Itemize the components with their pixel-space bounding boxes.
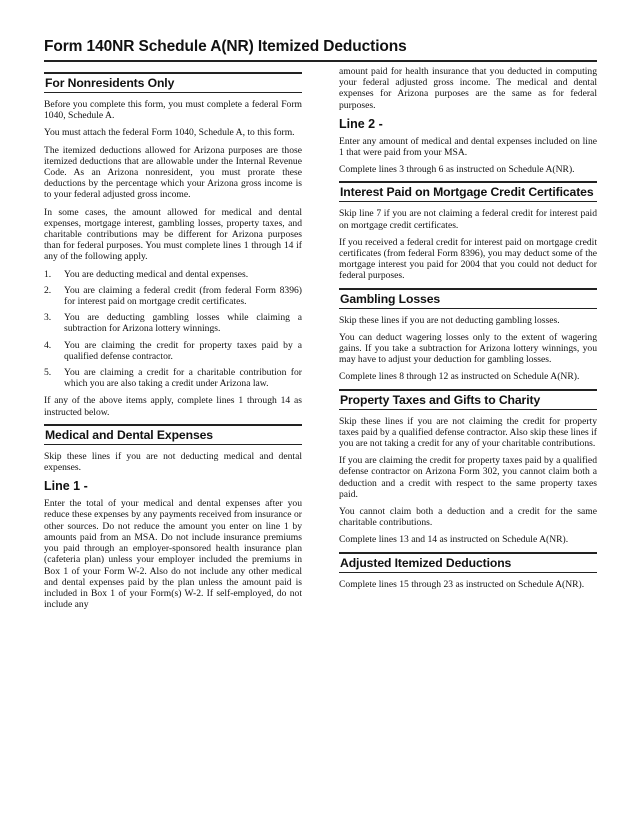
section-heading-nonresidents: For Nonresidents Only: [44, 72, 302, 93]
list-item: [44, 269, 302, 280]
page: [44, 38, 597, 616]
list-item: [44, 285, 302, 307]
section-heading-adjusted: Adjusted Itemized Deductions: [339, 552, 597, 573]
paragraph: You can deduct wagering losses only to the extent of wagering gains. If you take a subtraction for Arizona lottery winnings, you may have to adjust your deduction for gambling losses.: [339, 331, 597, 366]
paragraph: If you received a federal credit for interest paid on mortgage credit certificates (from federal Form 8396), you may deduct some of the mortgage interest you paid for 2004 that you could not deduct for federal purposes.: [339, 236, 597, 282]
paragraph: Skip these lines if you are not deducting medical and dental expenses.: [44, 450, 302, 474]
paragraph: Skip line 7 if you are not claiming a federal credit for interest paid on mortgage credit certificates.: [339, 208, 597, 231]
conditions-list: [44, 269, 302, 390]
paragraph: The itemized deductions allowed for Arizona purposes are those itemized deductions that are allowable under the Internal Revenue Code. As an Arizona nonresident, you must prorate these deductions by the percentage which your Arizona gross income is to your federal adjusted gross income.: [44, 144, 302, 201]
paragraph: Complete lines 15 through 23 as instructed on Schedule A(NR).: [339, 578, 585, 590]
section-heading-interest: Interest Paid on Mortgage Credit Certificates: [339, 181, 597, 202]
list-number: 3.: [44, 312, 52, 324]
paragraph: Complete lines 13 and 14 as instructed on Schedule A(NR).: [339, 534, 569, 546]
section-heading-medical: Medical and Dental Expenses: [44, 424, 302, 445]
list-text: You are deducting medical and dental expenses.: [64, 268, 249, 280]
paragraph: Complete lines 3 through 6 as instructed on Schedule A(NR).: [339, 164, 575, 176]
paragraph: Skip these lines if you are not deducting gambling losses.: [339, 314, 560, 326]
paragraph: You cannot claim both a deduction and a credit for the same charitable contributions.: [339, 506, 597, 529]
paragraph: Before you complete this form, you must complete a federal Form 1040, Schedule A.: [44, 99, 302, 122]
paragraph: In some cases, the amount allowed for medical and dental expenses, mortgage interest, gambling losses, property taxes, and charitable contributions may be different for Arizona purposes than for federal purposes. You must complete lines 1 through 14 if any of the following apply.: [44, 206, 302, 263]
paragraph: Enter any amount of medical and dental expenses included on line 1 that were paid from your MSA.: [339, 135, 597, 159]
list-text: You are claiming the credit for property taxes paid by a qualified defense contractor.: [64, 339, 302, 362]
list-text: You are claiming a federal credit (from federal Form 8396) for interest paid on mortgage credit certificates.: [64, 284, 302, 308]
line-1-heading: Line 1 -: [44, 479, 88, 494]
section-heading-gambling: Gambling Losses: [339, 288, 597, 309]
line-2-heading: Line 2 -: [339, 116, 383, 131]
list-number: 5.: [44, 367, 52, 379]
paragraph: Skip these lines if you are not claiming the credit for property taxes paid by a qualified defense contractor. Also skip these lines if you are not taking a credit for any of your charitable contributions.: [339, 415, 597, 450]
list-item: [44, 340, 302, 362]
paragraph: Enter the total of your medical and dental expenses after you reduce these expenses by any payments received from insurance or other sources. Do not reduce the amount you enter on line 1 by amounts paid from an MSA. Do not include insurance premiums you paid through an employer-sponsored health insurance plan (cafeteria plan) unless your employer included the premiums in Box 1 of your Form W-2. Also do not include any other medical and dental expenses paid by the plan unless the amount paid is included in Box 1 of your Form(s) W-2. If self-employed, do not include any: [44, 498, 302, 611]
paragraph: If you are claiming the credit for property taxes paid by a qualified defense contractor on Arizona Form 302, you cannot claim both a deduction and a credit with respect to the same property taxes paid.: [339, 455, 597, 500]
left-column: [44, 72, 302, 616]
paragraph: amount paid for health insurance that you deducted in computing your federal adjusted gross income. The medical and dental expenses for Arizona purposes are the same as for federal purposes.: [339, 66, 597, 111]
list-number: 1.: [44, 268, 52, 280]
section-heading-property: Property Taxes and Gifts to Charity: [339, 389, 597, 410]
list-item: [44, 367, 302, 389]
list-number: 4.: [44, 339, 52, 351]
page-title: Form 140NR Schedule A(NR) Itemized Deductions: [44, 38, 597, 62]
list-text: You are claiming a credit for a charitable contribution for which you are also taking a credit under Arizona law.: [64, 367, 302, 390]
two-column-body: [44, 66, 597, 616]
right-column: [339, 66, 597, 616]
paragraph: Complete lines 8 through 12 as instructed on Schedule A(NR).: [339, 371, 580, 383]
list-text: You are deducting gambling losses while claiming a subtraction for Arizona lottery winnings.: [64, 312, 302, 335]
paragraph: If any of the above items apply, complete lines 1 through 14 as instructed below.: [44, 395, 302, 418]
paragraph: You must attach the federal Form 1040, Schedule A, to this form.: [44, 127, 295, 139]
list-item: [44, 312, 302, 334]
list-number: 2.: [44, 284, 52, 296]
